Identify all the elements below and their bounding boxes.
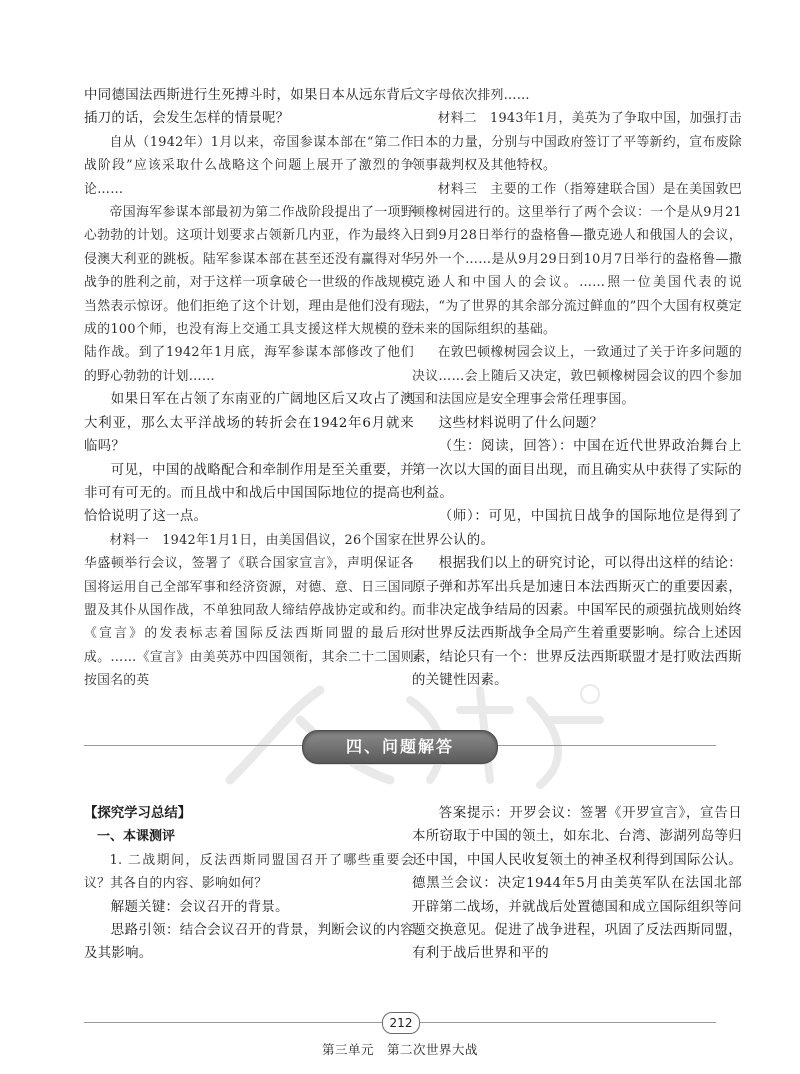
summary-column-left: [84, 802, 414, 966]
paragraph: （生：阅读，回答）：中国在近代世界政治舞台上第一次以大国的面目出现，而且确实从中获得了实际的利益。: [412, 439, 742, 501]
test-subheading: 一、本课测评: [97, 829, 176, 845]
paragraph: 解题关键：会议召开的背景。: [110, 899, 289, 915]
paragraph: 自从（1942年）1月以来，帝国参谋本部在“第二作战阶段”应该采取什么战略这个问题上展开了激烈的争论……: [84, 134, 414, 197]
paragraph: 答案提示：开罗会议：签署《开罗宣言》，宣告日本所窃取于中国的领土，如东北、台湾、澎湖列岛等归还中国，中国人民收复领土的神圣权利得到国际公认。德黑兰会议：决定1944年5月由美英军队在法国北部开辟第二战场，并就战后处置德国和成立国际组织等问题交换意见。促进了战争进程，巩固了反法西斯同盟，有利于战后世界和平的: [412, 806, 742, 962]
paragraph: 材料三 主要的工作（指筹建联合国）是在美国敦巴顿橡树园进行的。这里举行了两个会议：一个是从9月21日到9月28日举行的盎格鲁—撒克逊人和俄国人的会议，另外一个……是从9月29日到10月7日举行的盎格鲁—撒克逊人和中国人的会议。……照一位美国代表的说法，“为了世界的其余部分流过鲜血的”四个大国有权奠定未来的国际组织的基础。: [412, 181, 742, 338]
answer-column-right: [412, 802, 742, 966]
paragraph: 材料一 1942年1月1日，由美国倡议，26个国家在华盛顿举行会议，签署了《联合国家宣言》，声明保证各国将运用自己全部军事和经济资源，对德、意、日三国同盟及其仆从国作战，不单独同敌人缔结停战协定或和约。《宣言》的发表标志着国际反法西斯同盟的最后形成。……《宣言》由美英苏中四国领衔，其余二十二国则按国名的英: [84, 532, 414, 689]
paragraph: 思路引领：结合会议召开的背景，判断会议的内容及其影响。: [84, 923, 414, 962]
paragraph: 在敦巴顿橡树园会议上，一致通过了关于许多问题的决议……会上随后又决定，敦巴顿橡树园会议的四个参加国和法国应是安全理事会常任理事国。: [412, 345, 742, 408]
page-number: 212: [382, 1012, 420, 1034]
running-footer: 第三单元 第二次世界大战: [321, 1042, 478, 1057]
banner-rule-left: [84, 745, 304, 746]
right-column: [412, 84, 742, 693]
paragraph: 可见，中国的战略配合和牵制作用是至关重要，并非可有可无的。而且战中和战后中国国际地位的提高也恰恰说明了这一点。: [84, 462, 414, 525]
banner-pill: [302, 730, 498, 764]
section-title: 四、问题解答: [345, 737, 454, 756]
footer-rule-right: [418, 1022, 716, 1023]
summary-paragraphs: [84, 849, 414, 966]
paragraph: 中同德国法西斯进行生死搏斗时，如果日本从远东背后插刀的话，会发生怎样的情景呢？: [84, 88, 414, 127]
paragraph: 1. 二战期间，反法西斯同盟国召开了哪些重要会议？其各自的内容、影响如何？: [84, 852, 414, 892]
paragraph: 根据我们以上的研究讨论，可以得出这样的结论：原子弹和苏军出兵是加速日本法西斯灭亡的重要因素，而非决定战争结局的因素。中国军民的顽强抗战则始终对世界反法西斯战争全局产生着重要影响。综合上述因素，结论只有一个：世界反法西斯联盟才是打败法西斯的关键性因素。: [412, 556, 742, 689]
banner-rule-right: [496, 745, 716, 746]
paragraph: 材料二 1943年1月，美英为了争取中国，加强打击日本的力量，分别与中国政府签订了平等新约，宣布废除领事裁判权及其他特权。: [412, 111, 742, 174]
paragraph: 帝国海军参谋本部最初为第二作战阶段提出了一项野心勃勃的计划。这项计划要求占领新几内亚，作为最终入侵澳大利亚的跳板。陆军参谋本部在甚至还没有赢得对华战争的胜利之前，对于这样一项拿破仑一世级的作战规模当然表示惊讶。他们拒绝了这个计划，理由是他们没有现成的100个师，也没有海上交通工具支援这样大规模的登陆作战。到了1942年1月底，海军参谋本部修改了他们的野心勃勃的计划……: [84, 205, 414, 384]
paragraph: （师）：可见，中国抗日战争的国际地位是得到了世界公认的。: [412, 509, 742, 548]
paragraph: 如果日军在占领了东南亚的广阔地区后又攻占了澳大利亚，那么太平洋战场的转折会在1942年6月就来临吗？: [84, 392, 414, 455]
paragraph: 文字母依次排列……: [412, 88, 530, 103]
summary-heading: 【探究学习总结】: [84, 806, 192, 821]
section-banner: [0, 726, 800, 766]
left-column: [84, 84, 414, 693]
footer-rule-left: [84, 1022, 382, 1023]
paragraph: 这些材料说明了什么问题？: [438, 415, 604, 431]
